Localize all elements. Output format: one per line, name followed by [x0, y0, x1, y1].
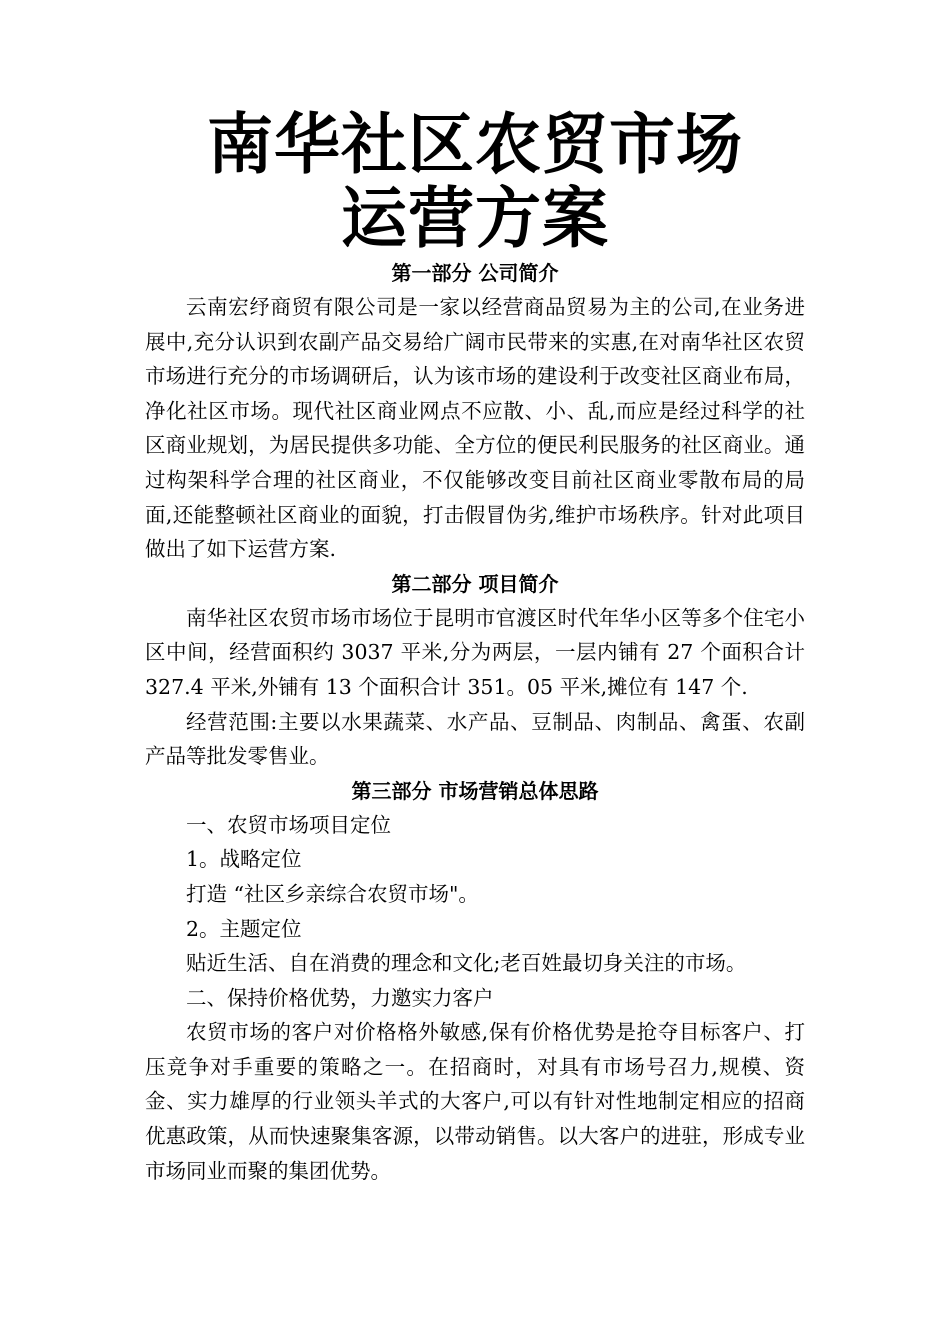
business-scope-paragraph: 经营范围:主要以水果蔬菜、水产品、豆制品、肉制品、禽蛋、农副产品等批发零售业。 — [145, 709, 805, 769]
item-strategy-text: 打造 “社区乡亲综合农贸市场"。 — [186, 881, 479, 906]
section-heading-project: 第二部分 项目简介 — [391, 571, 559, 596]
document-title-line-2: 运营方案 — [341, 180, 609, 257]
company-intro-paragraph: 云南宏纾商贸有限公司是一家以经营商品贸易为主的公司,在业务进展中,充分认识到农副产品交易给广阔市民带来的实惠,在对南华社区农贸市场进行充分的市场调研后，认为该市场的建设利于改变社区商业布局，净化社区市场。现代社区商业网点不应散、小、乱,而应是经过科学的社区商业规划，为居民提供多功能、全方位的便民利民服务的社区商业。通过构架科学合理的社区商业，不仅能够改变目前社区商业零散布局的局面,还能整顿社区商业的面貌，打击假冒伪劣,维护市场秩序。针对此项目做出了如下运营方案. — [145, 295, 805, 562]
item-theme-text: 贴近生活、自在消费的理念和文化;老百姓最切身关注的市场。 — [186, 951, 747, 976]
item-theme-title: 2。主题定位 — [186, 916, 302, 941]
price-advantage-paragraph: 农贸市场的客户对价格格外敏感,保有价格优势是抢夺目标客户、打压竞争对手重要的策略之一。在招商时，对具有市场号召力,规模、资金、实力雄厚的行业领头羊式的大客户,可以有针对性地制定相应的招商优惠政策，从而快速聚集客源，以带动销售。以大客户的进驻，形成专业市场同业而聚的集团优势。 — [145, 1020, 805, 1183]
project-intro-paragraph: 南华社区农贸市场市场位于昆明市官渡区时代年华小区等多个住宅小区中间，经营面积约 3037 平米,分为两层，一层内铺有 27 个面积合计 327.4 平米,外铺有 13 个面积合计 351。05 平米,摊位有 147 个. — [145, 605, 805, 699]
document-title-line-1: 南华社区农贸市场 — [207, 106, 743, 183]
item-positioning-title: 一、农贸市场项目定位 — [186, 812, 391, 837]
item-strategy-title: 1。战略定位 — [186, 847, 302, 872]
document-page — [145, 108, 805, 1188]
section-heading-company: 第一部分 公司简介 — [391, 261, 559, 285]
item-price-title: 二、保持价格优势，力邀实力客户 — [186, 985, 494, 1010]
document-title — [145, 108, 805, 256]
section-heading-marketing: 第三部分 市场营销总体思路 — [351, 778, 599, 803]
